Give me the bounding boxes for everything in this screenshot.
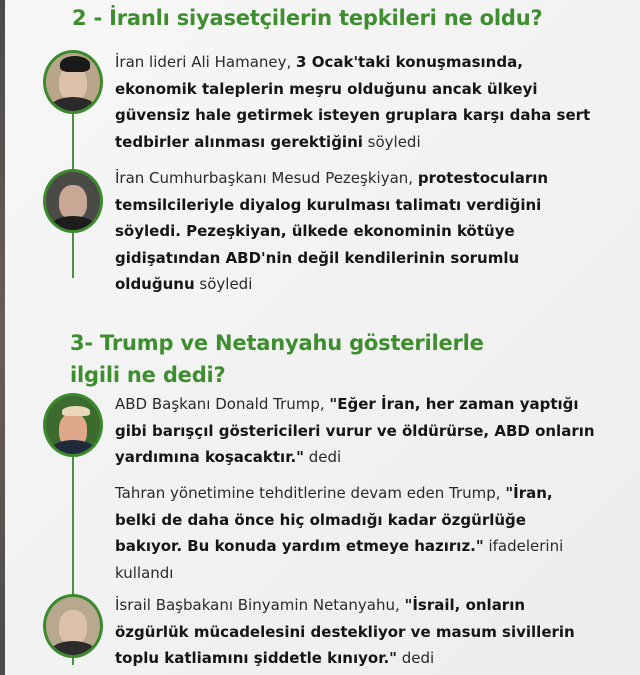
section-heading-trump-netanyahu: 3- Trump ve Netanyahu gösterilerle ilgili ne dedi? bbox=[70, 331, 484, 387]
entry-lead-text: ABD Başkanı Donald Trump, bbox=[115, 395, 330, 413]
entry-tail-text: dedi bbox=[303, 448, 342, 466]
entry-tail-text: söyledi bbox=[194, 275, 253, 293]
avatar-donald-trump bbox=[43, 393, 103, 457]
portrait-body bbox=[50, 440, 96, 457]
entry-hamaney bbox=[115, 49, 595, 155]
portrait-body bbox=[50, 97, 96, 114]
entry-trump-2 bbox=[115, 480, 595, 586]
entry-bold-text: protestocuların temsilcileriyle diyalog kurulması talimatı verdiğini söyledi. Pezeşkiyan, ülkede ekonominin kötüye gidişatından ABD'nin değil kendilerinin sorumlu olduğunu bbox=[115, 169, 549, 293]
entry-netanyahu bbox=[115, 592, 595, 672]
entry-tail-text: ifadelerini kullandı bbox=[115, 537, 564, 582]
entry-lead-text: İran Cumhurbaşkanı Mesud Pezeşkiyan, bbox=[115, 169, 418, 187]
turban-shape bbox=[60, 56, 90, 72]
entry-bold-text: "İsrail, onların özgürlük mücadelesini destekliyor ve masum sivillerin toplu katliamını şiddetle kınıyor." bbox=[115, 596, 575, 667]
section-heading-iranian-politicians: 2 - İranlı siyasetçilerin tepkileri ne oldu? bbox=[72, 6, 543, 30]
entry-lead-text: Tahran yönetimine tehditlerine devam eden Trump, bbox=[115, 484, 506, 502]
avatar-ali-hamaney bbox=[43, 50, 103, 114]
entry-lead-text: İsrail Başbakanı Binyamin Netanyahu, bbox=[115, 596, 405, 614]
avatar-mesud-pezeskiyan bbox=[43, 169, 103, 233]
entry-trump-1 bbox=[115, 391, 595, 471]
infographic-card bbox=[5, 0, 640, 675]
entry-lead-text: İran lideri Ali Hamaney, bbox=[115, 53, 297, 71]
entry-pezeskiyan bbox=[115, 165, 595, 298]
hair-shape bbox=[62, 406, 90, 416]
portrait-face bbox=[59, 185, 87, 219]
entry-bold-text: 3 Ocak'taki konuşmasında, ekonomik taleplerin meşru olduğunu ancak ülkeyi güvensiz hale getirmek isteyen gruplara karşı daha sert tedbirler alınması gerektiğini bbox=[115, 53, 591, 151]
portrait-body bbox=[50, 216, 96, 233]
entry-bold-text: "İran, belki de daha önce hiç olmadığı kadar özgürlüğe bakıyor. Bu konuda yardım etmeye hazırız." bbox=[115, 484, 553, 555]
portrait-face bbox=[59, 610, 87, 644]
entry-tail-text: söyledi bbox=[362, 132, 421, 151]
entry-tail-text: dedi bbox=[396, 649, 435, 667]
avatar-binyamin-netanyahu bbox=[43, 594, 103, 658]
entry-bold-text: "Eğer İran, her zaman yaptığı gibi barışçıl göstericileri vurur ve öldürürse, ABD onların yardımına koşacaktır." bbox=[115, 395, 595, 466]
portrait-body bbox=[50, 641, 96, 658]
